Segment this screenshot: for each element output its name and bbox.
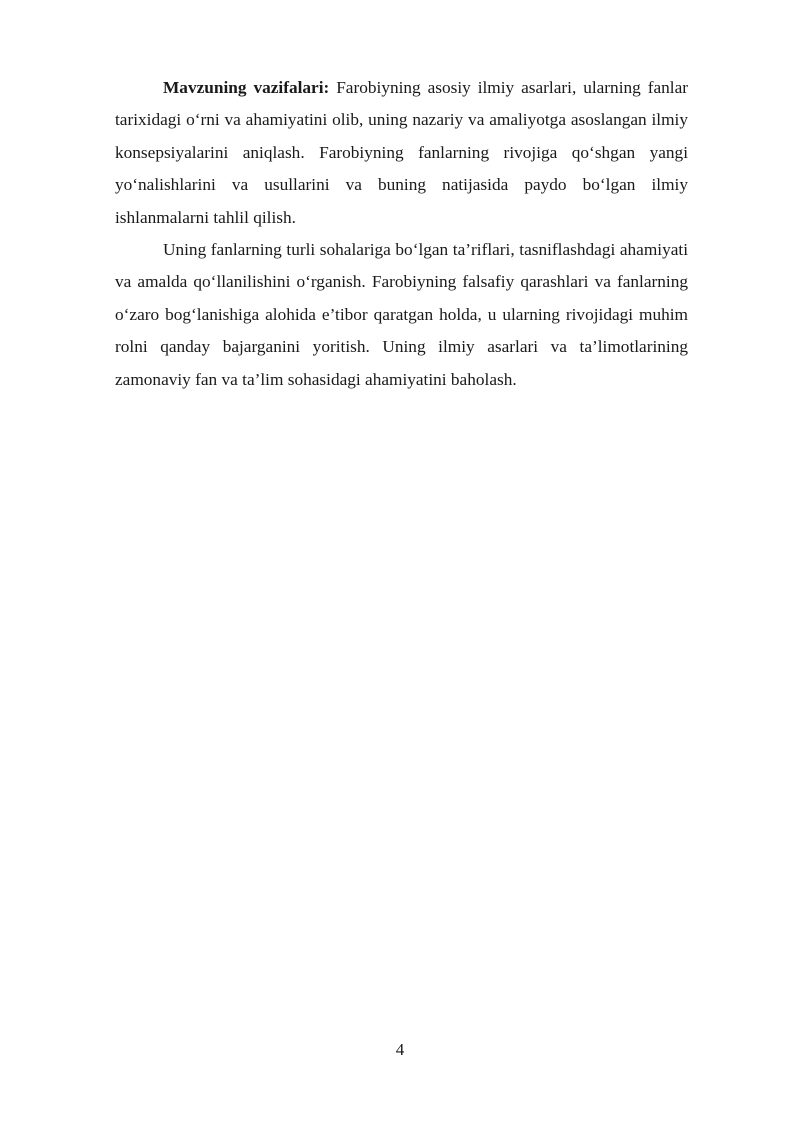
- paragraph-tasks: [115, 72, 688, 234]
- paragraph-lead-heading: Mavzuning vazifalari:: [163, 78, 330, 97]
- paragraph-study: [115, 234, 688, 396]
- body-text: [115, 72, 688, 396]
- page-number: 4: [395, 1040, 405, 1059]
- paragraph-text: Uning fanlarning turli sohalariga bo‘lgan ta’riflari, tasniflashdagi ahamiyati va amalda qo‘llanilishini o‘rganish. Farobiyning falsafiy qarashlari va fanlarning o‘zaro bog‘lanishiga alohida e’tibor qaratgan holda, u ularning rivojidagi muhim rolni qanday bajarganini yoritish. Uning ilmiy asarlari va ta’limotlarining zamonaviy fan va ta’lim sohasidagi ahamiyatini baholash.: [115, 240, 688, 389]
- paragraph-text: Farobiyning asosiy ilmiy asarlari, ularning fanlar tarixidagi o‘rni va ahamiyatini olib, uning nazariy va amaliyotga asoslangan ilmiy konsepsiyalarini aniqlash. Farobiyning fanlarning rivojiga qo‘shgan yangi yo‘nalishlarini va usullarini va buning natijasida paydo bo‘lgan ilmiy ishlanmalarni tahlil qilish.: [115, 78, 688, 227]
